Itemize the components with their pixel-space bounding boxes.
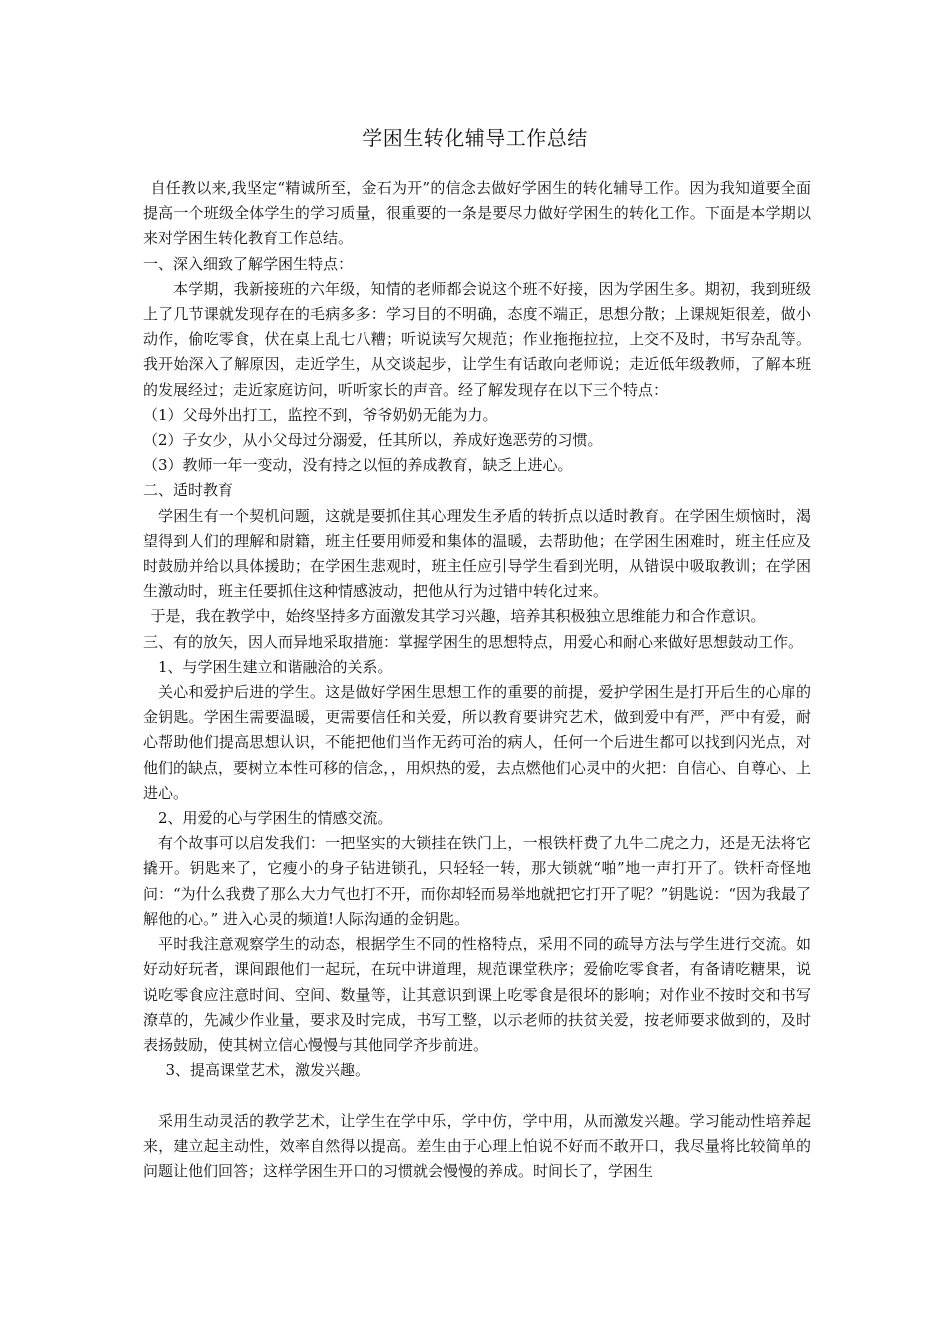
subheading-1: 1、与学困生建立和谐融洽的关系。 bbox=[158, 657, 393, 676]
list-item-1: （1）父母外出打工，监控不到，爷爷奶奶无能为力。 bbox=[143, 405, 498, 424]
subheading-2: 2、用爱的心与学困生的情感交流。 bbox=[158, 809, 393, 828]
subsection-2-story-paragraph: 有个故事可以启发我们：一把坚实的大锁挂在铁门上，一根铁杆费了九牛二虎之力，还是无法将它撬开。钥匙来了，它瘦小的身子钻进锁孔，只轻轻一转，那大锁就“啪”地一声打开了。铁杆奇怪地问：“为什么我费了那么大力气也打不开，而你却轻而易举地就把它打开了呢？”钥匙说：“因为我最了解他的心。” 进入心灵的频道!人际沟通的金钥匙。 bbox=[143, 834, 812, 928]
intro-paragraph: 自任教以来,我坚定“精诚所至，金石为开”的信念去做好学困生的转化辅导工作。因为我知道要全面提高一个班级全体学生的学习质量，很重要的一条是要尽力做好学困生的转化工作。下面是本学期以来对学困生转化教育工作总结。 bbox=[143, 179, 811, 248]
section-heading-1: 一、深入细致了解学困生特点： bbox=[143, 254, 354, 273]
document-body bbox=[143, 176, 811, 1184]
blank-line bbox=[143, 1083, 811, 1108]
list-item-2: （2）子女少，从小父母过分溺爱，任其所以，养成好逸恶劳的习惯。 bbox=[143, 431, 603, 450]
subsection-1-paragraph: 关心和爱护后进的学生。这是做好学困生思想工作的重要的前提，爱护学困生是打开后生的心扉的金钥匙。学困生需要温暖，更需要信任和关爱，所以教育要讲究艺术，做到爱中有严，严中有爱，耐心帮助他们提高思想认识，不能把他们当作无药可治的病人，任何一个后进生都可以找到闪光点，对他们的缺点，要树立本性可移的信念，，用炽热的爱，去点燃他们心灵中的火把：自信心、自尊心、上进心。 bbox=[143, 683, 811, 802]
section-heading-3: 三、有的放矢，因人而异地采取措施：掌握学困生的思想特点，用爱心和耐心来做好思想鼓动工作。 bbox=[143, 632, 804, 651]
subsection-3-paragraph: 采用生动灵活的教学艺术，让学生在学中乐，学中仿，学中用，从而激发兴趣。学习能动性培养起来，建立起主动性，效率自然得以提高。差生由于心理上怕说不好而不敢开口，我尽量将比较简单的问题让他们回答；这样学困生开口的习惯就会慢慢的养成。时间长了，学困生 bbox=[143, 1111, 811, 1180]
subheading-3: 3、提高课堂艺术，激发兴趣。 bbox=[165, 1061, 371, 1080]
section-1-paragraph: 本学期，我新接班的六年级，知情的老师都会说这个班不好接，因为学困生多。期初，我到班级上了几节课就发现存在的毛病多多：学习目的不明确，态度不端正，思想分散；上课规矩很差，做小动作，偷吃零食，伏在桌上乱七八糟；听说读写欠规范；作业拖拖拉拉，上交不及时，书写杂乱等。我开始深入了解原因，走近学生，从交谈起步，让学生有话敢向老师说；走近低年级教师，了解本班的发展经过；走近家庭访问，听听家长的声音。经了解发现存在以下三个特点： bbox=[143, 279, 811, 399]
document-title: 学困生转化辅导工作总结 bbox=[362, 126, 588, 150]
section-heading-2: 二、适时教育 bbox=[143, 481, 234, 500]
subsection-2-paragraph: 平时我注意观察学生的动态，根据学生不同的性格特点，采用不同的疏导方法与学生进行交流。如好动好玩者，课间跟他们一起玩，在玩中讲道理，规范课堂秩序；爱偷吃零食者，有备请吃糖果，说说吃零食应注意时间、空间、数量等，让其意识到课上吃零食是很坏的影响；对作业不按时交和书写潦草的，先减少作业量，要求及时完成，书写工整，以示老师的扶贫关爱，按老师要求做到的，及时表扬鼓励，使其树立信心慢慢与其他同学齐步前进。 bbox=[143, 935, 811, 1054]
list-item-3: （3）教师一年一变动，没有持之以恒的养成教育，缺乏上进心。 bbox=[143, 456, 573, 475]
section-2-paragraph: 学困生有一个契机问题，这就是要抓住其心理发生矛盾的转折点以适时教育。在学困生烦恼时，渴望得到人们的理解和尉籍，班主任要用师爱和集体的温暖，去帮助他；在学困生困难时，班主任应及时鼓励并给以具体援助；在学困生悲观时，班主任应引导学生看到光明，从错误中吸取教训；在学困生激动时，班主任要抓住这种情感波动，把他从行为过错中转化过来。 bbox=[143, 506, 811, 601]
section-2-conclusion: 于是，我在教学中，始终坚持多方面激发其学习兴趣，培养其积极独立思维能力和合作意识。 bbox=[150, 607, 766, 626]
